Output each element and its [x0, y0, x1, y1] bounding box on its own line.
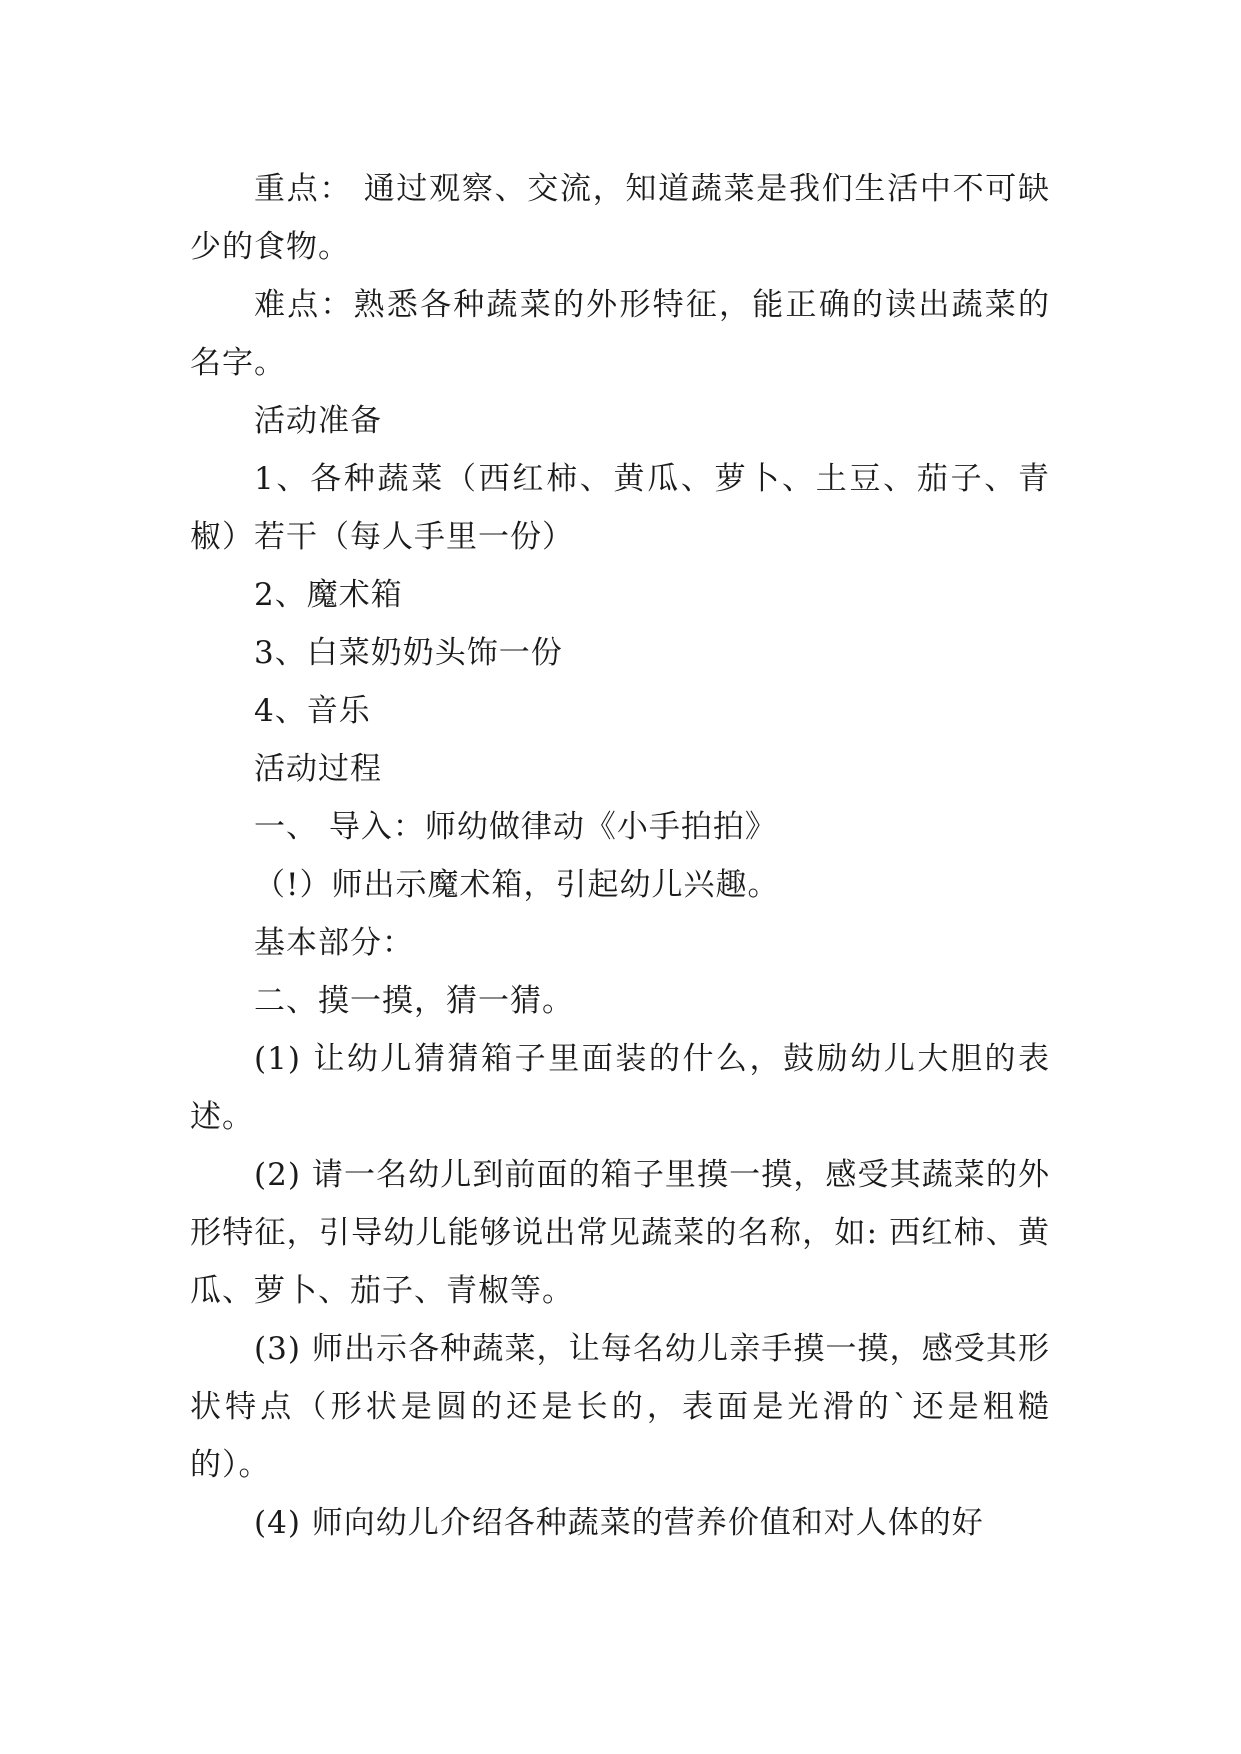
step-2: (2) 请一名幼儿到前面的箱子里摸一摸，感受其蔬菜的外形特征，引导幼儿能够说出常见蔬菜的名称，如: 西红柿、黄瓜、萝卜、茄子、青椒等。: [190, 1157, 1050, 1309]
paragraph-show-magic-box: （!）师出示魔术箱，引起幼儿兴趣。: [254, 867, 780, 903]
heading-activity-preparation: 活动准备: [254, 403, 382, 439]
step-4: (4) 师向幼儿介绍各种蔬菜的营养价值和对人体的好: [254, 1505, 984, 1541]
list-item-headwear: 3、白菜奶奶头饰一份: [254, 635, 563, 671]
section-introduction: 一、 导入：师幼做律动《小手拍拍》: [254, 809, 777, 845]
heading-basic-part: 基本部分：: [254, 925, 414, 961]
heading-activity-process: 活动过程: [254, 751, 382, 787]
paragraph-key-point: 重点： 通过观察、交流，知道蔬菜是我们生活中不可缺少的食物。: [190, 171, 1050, 265]
step-3: (3) 师出示各种蔬菜，让每名幼儿亲手摸一摸，感受其形状特点（形状是圆的还是长的，表面是光滑的`还是粗糙的）。: [190, 1331, 1050, 1483]
paragraph-difficulty: 难点：熟悉各种蔬菜的外形特征，能正确的读出蔬菜的名字。: [190, 287, 1050, 381]
section-touch-and-guess: 二、摸一摸，猜一猜。: [254, 983, 574, 1019]
list-item-magic-box: 2、魔术箱: [254, 577, 403, 613]
step-1: (1) 让幼儿猜猜箱子里面装的什么，鼓励幼儿大胆的表述。: [190, 1041, 1050, 1135]
document-body: [190, 160, 1050, 1552]
list-item-vegetables: 1、各种蔬菜（西红柿、黄瓜、萝卜、土豆、茄子、青椒）若干（每人手里一份）: [190, 461, 1050, 555]
list-item-music: 4、音乐: [254, 693, 371, 729]
